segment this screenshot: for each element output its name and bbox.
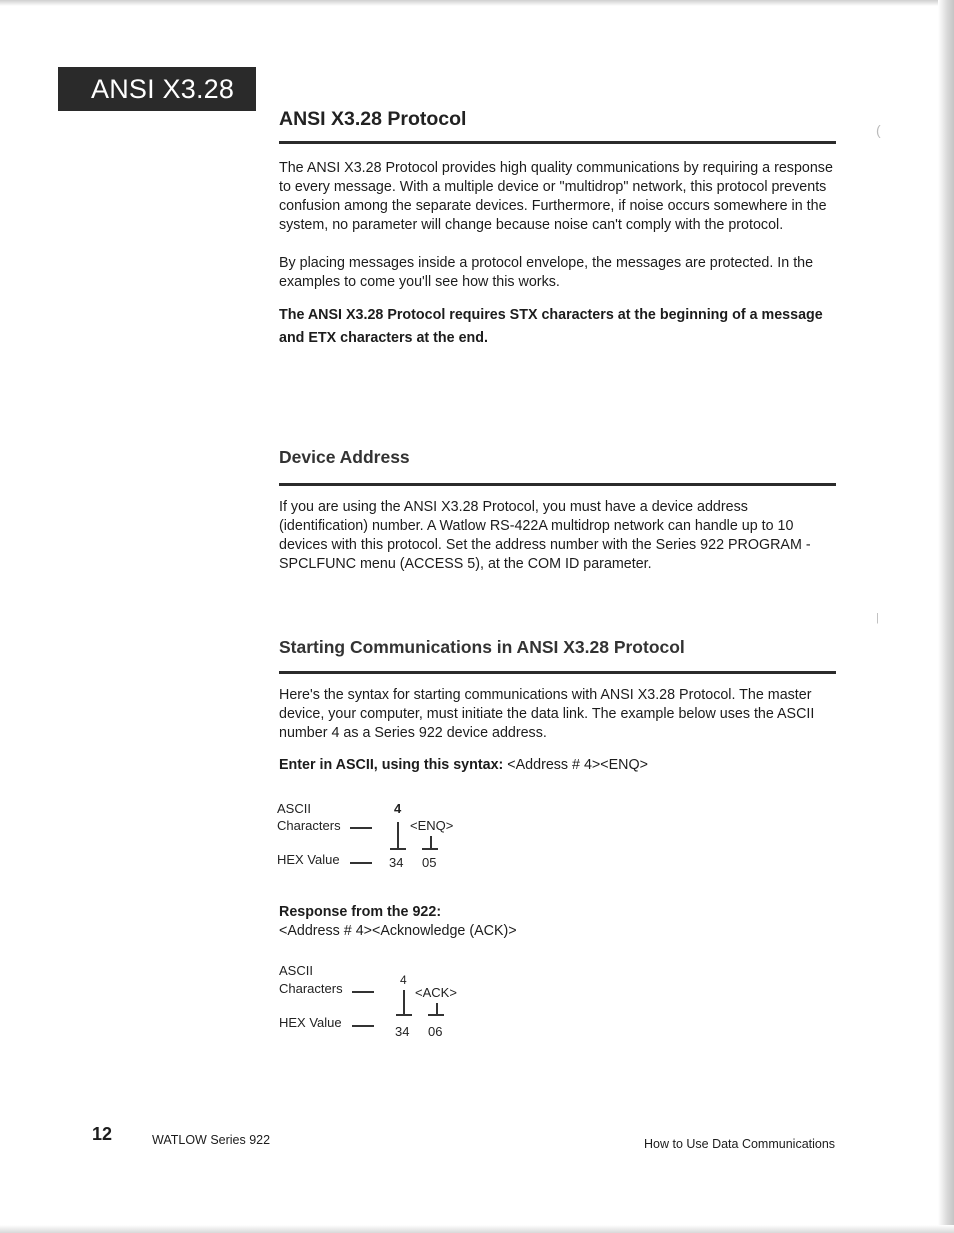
ascii-char-control: <ENQ>: [410, 818, 454, 833]
bracket-base: [428, 1014, 444, 1016]
ascii-label: ASCII: [277, 801, 311, 816]
enq-diagram: [277, 800, 477, 875]
leader-line: [352, 991, 374, 993]
paragraph: By placing messages inside a protocol envelope, the messages are protected. In the examples to come you'll see how this works.: [279, 255, 814, 290]
section-device-address: [279, 447, 836, 574]
hex-value-label: HEX Value: [279, 1015, 342, 1030]
enter-syntax-value: <Address # 4><ENQ>: [507, 757, 648, 773]
response-label: Response from the 922:: [279, 904, 442, 920]
hex-value-1: 34: [389, 855, 404, 870]
hex-value-label: HEX Value: [277, 852, 340, 867]
section-title: ANSI X3.28 Protocol: [279, 108, 467, 130]
section-rule: [279, 671, 836, 674]
section-title: Device Address: [279, 447, 410, 467]
leader-line: [350, 862, 372, 864]
paragraph: The ANSI X3.28 Protocol provides high quality communications by requiring a response to every message. With a multiple device or "multidrop" network, this protocol prevents confusion among the separate devices. Furthermore, if noise occurs somewhere in the system, no parameter will change because noise can't comply with the protocol.: [279, 160, 833, 233]
enter-syntax-label: Enter in ASCII, using this syntax:: [279, 757, 504, 773]
footer-product: WATLOW Series 922: [152, 1133, 271, 1147]
section-title: Starting Communications in ANSI X3.28 Protocol: [279, 637, 685, 657]
hex-value-2: 05: [422, 855, 437, 870]
page-number: 12: [92, 1124, 113, 1144]
enter-syntax-line: [279, 756, 836, 775]
ascii-char-control: <ACK>: [415, 985, 457, 1000]
characters-label: Characters: [277, 818, 341, 833]
scan-speck: |: [876, 612, 879, 624]
bracket-base: [396, 1014, 412, 1016]
response-block: [279, 903, 836, 941]
paragraph: If you are using the ANSI X3.28 Protocol, you must have a device address (identification) number. A Watlow RS-422A multidrop network can handle up to 10 devices with this protocol. Set the address number with the Series 922 PROGRAM - SPCLFUNC menu (ACCESS 5), at the COM ID parameter.: [279, 499, 811, 572]
section-starting-communications: [279, 637, 836, 775]
ascii-label: ASCII: [279, 963, 313, 978]
ascii-char-address: 4: [394, 801, 402, 816]
page-edge-bottom: [0, 1225, 954, 1233]
ascii-char-address: 4: [400, 973, 407, 987]
characters-label: Characters: [279, 981, 343, 996]
section-rule: [279, 483, 836, 486]
section-ansi-protocol: [279, 108, 836, 350]
response-syntax: <Address # 4><Acknowledge (ACK)>: [279, 923, 517, 939]
page-edge-top: [0, 0, 954, 6]
paragraph-emphasis: The ANSI X3.28 Protocol requires STX characters at the beginning of a message and ETX characters at the end.: [279, 307, 823, 346]
section-rule: [279, 141, 836, 144]
footer-chapter: How to Use Data Communications: [644, 1137, 836, 1151]
bracket-vertical: [436, 1003, 438, 1014]
hex-value-2: 06: [428, 1024, 443, 1039]
ack-diagram: [279, 962, 479, 1042]
scan-speck: (: [876, 122, 881, 138]
bracket-vertical: [397, 822, 399, 848]
bracket-base: [422, 848, 438, 850]
bracket-vertical: [403, 990, 405, 1014]
page-edge-right: [938, 0, 954, 1233]
leader-line: [350, 827, 372, 829]
section-tab-badge: ANSI X3.28: [58, 67, 256, 111]
bracket-base: [390, 848, 406, 850]
paragraph: Here's the syntax for starting communications with ANSI X3.28 Protocol. The master device, your computer, must initiate the data link. The example below uses the ASCII number 4 as a Series 922 device address.: [279, 687, 815, 741]
bracket-vertical: [430, 836, 432, 848]
hex-value-1: 34: [395, 1024, 410, 1039]
leader-line: [352, 1025, 374, 1027]
